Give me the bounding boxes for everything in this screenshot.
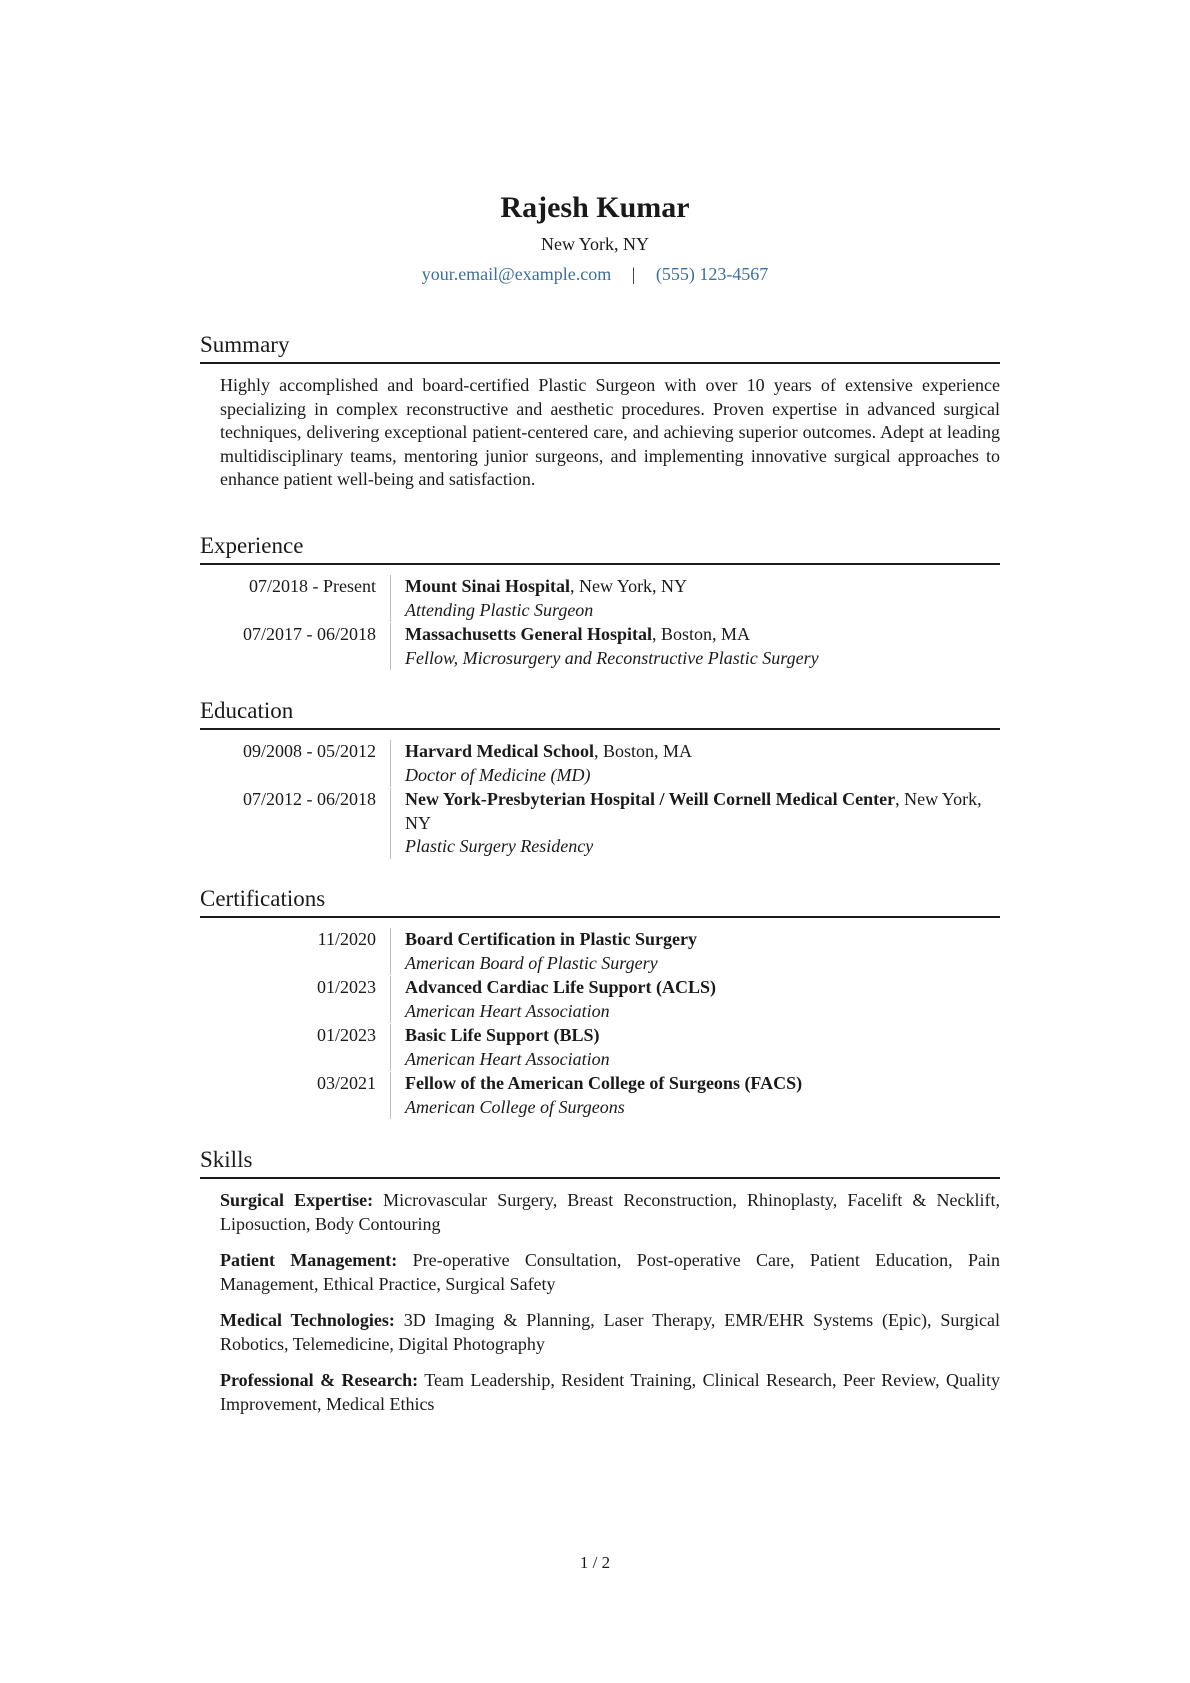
phone-link[interactable]: (555) 123-4567 bbox=[655, 264, 769, 284]
skill-group bbox=[220, 1369, 1000, 1416]
entry-date: 07/2017 - 06/2018 bbox=[243, 624, 376, 644]
experience-section bbox=[200, 531, 1000, 671]
entry-role: Plastic Surgery Residency bbox=[405, 836, 594, 856]
entry-date: 09/2008 - 05/2012 bbox=[243, 741, 376, 761]
skill-group-label: Professional & Research: bbox=[220, 1370, 419, 1390]
page-number: 1 / 2 bbox=[579, 1553, 611, 1572]
section-title-summary: Summary bbox=[200, 330, 1000, 364]
certification-entry bbox=[200, 1024, 1000, 1071]
certification-issuer: American College of Surgeons bbox=[405, 1096, 625, 1117]
skill-group-items: Pre-operative Consultation, Post-operative Care, Patient Education, Pain Management, Ethical Practice, Surgical Safety bbox=[220, 1250, 1000, 1294]
candidate-name: Rajesh Kumar bbox=[500, 191, 690, 224]
certification-issuer: American Heart Association bbox=[405, 1000, 610, 1021]
experience-entry bbox=[200, 575, 1000, 622]
section-title-experience: Experience bbox=[200, 531, 1000, 565]
certifications-section bbox=[200, 884, 1000, 1120]
education-section bbox=[200, 696, 1000, 860]
entry-organization: Harvard Medical School bbox=[405, 741, 594, 761]
skill-group-label: Surgical Expertise: bbox=[220, 1190, 374, 1210]
certification-name: Board Certification in Plastic Surgery bbox=[405, 929, 697, 949]
certification-date: 03/2021 bbox=[316, 1073, 376, 1093]
skill-group-items: Microvascular Surgery, Breast Reconstruction, Rhinoplasty, Facelift & Necklift, Liposuction, Body Contouring bbox=[220, 1190, 1000, 1234]
section-title-skills: Skills bbox=[200, 1145, 1000, 1179]
skill-group-items: Team Leadership, Resident Training, Clinical Research, Peer Review, Quality Improvement, Medical Ethics bbox=[220, 1370, 1000, 1414]
skill-group-label: Patient Management: bbox=[220, 1250, 398, 1270]
education-entry bbox=[200, 788, 1000, 859]
certification-issuer: American Heart Association bbox=[405, 1048, 610, 1069]
entry-role: Attending Plastic Surgeon bbox=[405, 599, 594, 620]
entry-date: 07/2018 - Present bbox=[249, 576, 376, 596]
education-entry bbox=[200, 740, 1000, 787]
entry-location: , New York, NY bbox=[405, 789, 982, 833]
entry-date: 07/2012 - 06/2018 bbox=[243, 789, 376, 809]
certification-entry bbox=[200, 928, 1000, 975]
entry-organization: Mount Sinai Hospital bbox=[405, 576, 571, 596]
section-title-education: Education bbox=[200, 696, 1000, 730]
skill-group-items: 3D Imaging & Planning, Laser Therapy, EMR/EHR Systems (Epic), Surgical Robotics, Telemedicine, Digital Photography bbox=[220, 1310, 1000, 1354]
entry-role: Fellow, Microsurgery and Reconstructive Plastic Surgery bbox=[405, 647, 819, 668]
entry-organization: New York-Presbyterian Hospital / Weill Cornell Medical Center bbox=[405, 789, 896, 809]
summary-section bbox=[200, 330, 1000, 492]
certification-issuer: American Board of Plastic Surgery bbox=[405, 952, 658, 973]
entry-location: , Boston, MA bbox=[593, 741, 692, 761]
certification-date: 11/2020 bbox=[317, 929, 376, 949]
entry-location: , Boston, MA bbox=[652, 624, 751, 644]
skills-section bbox=[200, 1145, 1000, 1429]
skill-group-label: Medical Technologies: bbox=[220, 1310, 395, 1330]
experience-entry bbox=[200, 623, 1000, 670]
certification-date: 01/2023 bbox=[316, 1025, 376, 1045]
email-link[interactable]: your.email@example.com bbox=[421, 264, 612, 284]
certification-entry bbox=[200, 1072, 1000, 1119]
entry-organization: Massachusetts General Hospital bbox=[405, 624, 652, 644]
entry-role: Doctor of Medicine (MD) bbox=[405, 764, 591, 785]
certification-date: 01/2023 bbox=[316, 977, 376, 997]
skill-group bbox=[220, 1249, 1000, 1296]
contact-separator: | bbox=[631, 264, 636, 284]
candidate-location: New York, NY bbox=[540, 234, 649, 254]
certification-entry bbox=[200, 976, 1000, 1023]
skill-group bbox=[220, 1309, 1000, 1356]
certification-name: Fellow of the American College of Surgeons (FACS) bbox=[405, 1073, 803, 1093]
entry-location: , New York, NY bbox=[570, 576, 688, 596]
summary-text: Highly accomplished and board-certified Plastic Surgeon with over 10 years of extensive experience specializing in complex reconstructive and aesthetic procedures. Proven expertise in advanced surgical techniques, delivering exceptional patient-centered care, and achieving superior outcomes. Adept at leading multidisciplinary teams, mentoring junior surgeons, and implementing innovative surgical approaches to enhance patient well-being and satisfaction. bbox=[220, 375, 1000, 489]
section-title-certifications: Certifications bbox=[200, 884, 1000, 918]
contact-line bbox=[0, 262, 1190, 286]
certification-name: Basic Life Support (BLS) bbox=[405, 1025, 600, 1045]
certification-name: Advanced Cardiac Life Support (ACLS) bbox=[405, 977, 717, 997]
skill-group bbox=[220, 1189, 1000, 1236]
resume-header bbox=[0, 190, 1190, 286]
